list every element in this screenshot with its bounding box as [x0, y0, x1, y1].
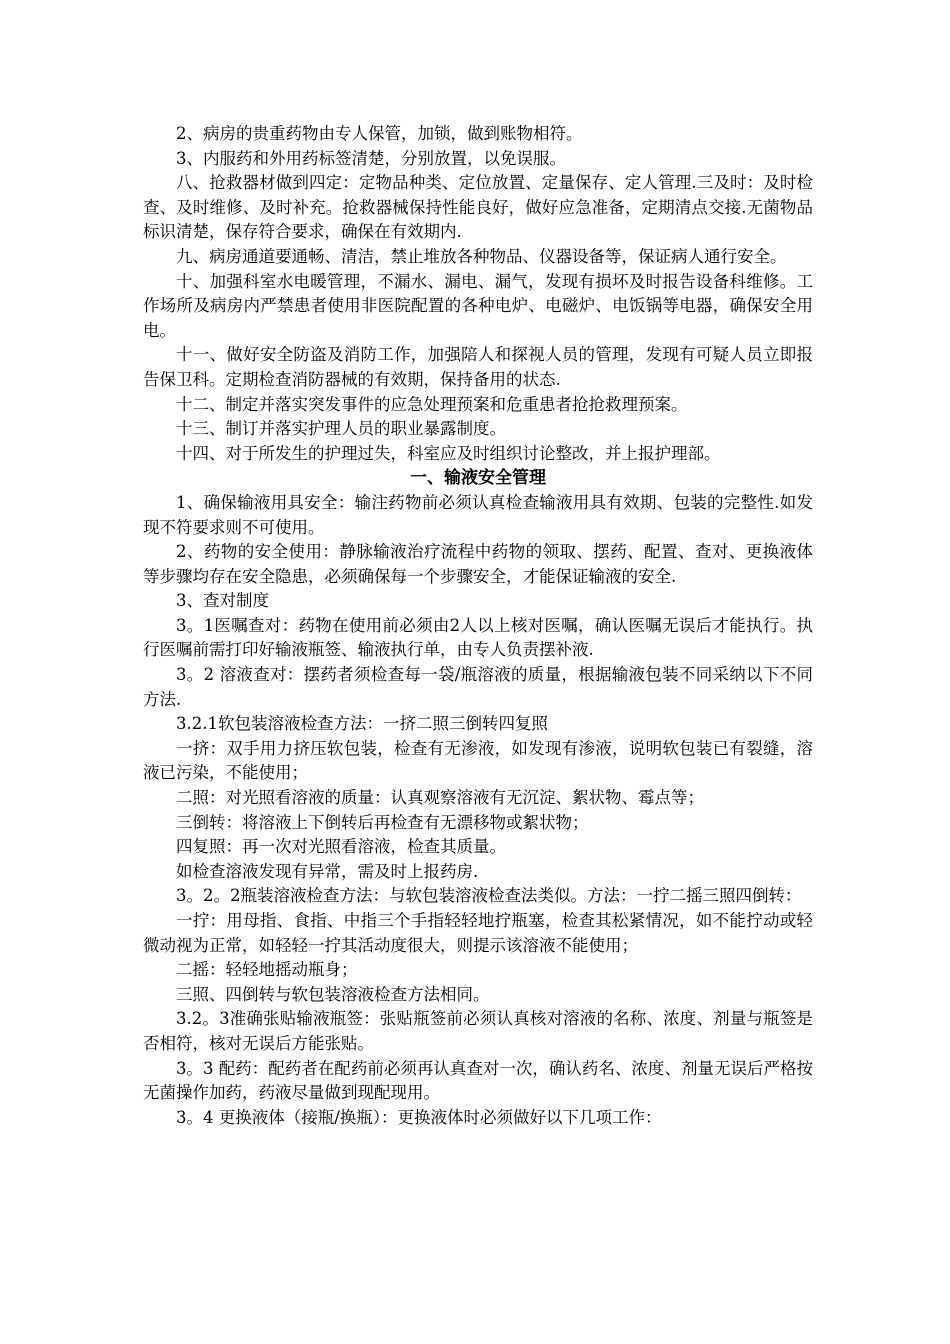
paragraph: 3。2。2瓶装溶液检查方法：与软包装溶液检查法类似。方法：一拧二摇三照四倒转： — [176, 886, 802, 906]
paragraph: 3。4 更换液体（接瓶/换瓶）：更换液体时必须做好以下几项工作： — [176, 1107, 662, 1127]
section-heading: 一、输液安全管理 — [410, 468, 546, 489]
paragraph: 2、病房的贵重药物由专人保管，加锁，做到账物相符。 — [176, 124, 583, 143]
paragraph: 3、内服药和外用药标签清楚，分别放置，以免误服。 — [176, 148, 566, 168]
paragraph: 3.2。3准确张贴输液瓶签：张贴瓶签前必须认真核对溶液的名称、浓度、剂量与瓶签是否相符，核对无误后方能张贴。 — [143, 1009, 813, 1053]
paragraph: 如检查溶液发现有异常，需及时上报药房. — [176, 861, 479, 881]
paragraph: 3.2.1软包装溶液检查方法：一挤二照三倒转四复照 — [176, 714, 548, 734]
paragraph: 十四、对于所发生的护理过失，科室应及时组织讨论整改，并上报护理部。 — [176, 443, 721, 463]
paragraph: 三照、四倒转与软包装溶液检查方法相同。 — [176, 984, 490, 1004]
paragraph: 一拧：用母指、食指、中指三个手指轻轻地拧瓶塞，检查其松紧情况，如不能拧动或轻微动视为正常，如轻轻一拧其活动度很大，则提示该溶液不能使用； — [143, 911, 813, 955]
paragraph: 3。2 溶液查对：摆药者须检查每一袋/瓶溶液的质量，根据输液包装不同采纳以下不同方法. — [143, 665, 813, 709]
paragraph: 3、查对制度 — [176, 591, 269, 611]
paragraph: 三倒转：将溶液上下倒转后再检查有无漂移物或絮状物； — [176, 812, 589, 832]
paragraph: 十三、制订并落实护理人员的职业暴露制度。 — [176, 419, 506, 439]
paragraph: 1、确保输液用具安全：输注药物前必须认真检查输液用具有效期、包装的完整性.如发现不符要求则不可使用。 — [143, 492, 813, 537]
paragraph: 十二、制定并落实突发事件的应急处理预案和危重患者抢抢救理预案。 — [176, 394, 688, 414]
paragraph: 3。1医嘱查对：药物在使用前必须由2人以上核对医嘱，确认医嘱无误后才能执行。执行医嘱前需打印好输液瓶签、输液执行单，由专人负责摆补液. — [143, 615, 813, 660]
paragraph: 八、抢救器材做到四定：定物品种类、定位放置、定量保存、定人管理.三及时：及时检查、及时维修、及时补充。抢救器械保持性能良好，做好应急准备，定期清点交接.无菌物品标识清楚，保存符合要求，确保在有效期内. — [143, 173, 813, 242]
paragraph: 九、病房通道要通畅、清洁，禁止堆放各种物品、仪器设备等，保证病人通行安全。 — [176, 246, 787, 266]
paragraph: 十、加强科室水电暖管理，不漏水、漏电、漏气，发现有损坏及时报告设备科维修。工作场所及病房内严禁患者使用非医院配置的各种电炉、电磁炉、电饭锅等电器，确保安全用电。 — [143, 271, 813, 340]
paragraph: 二照：对光照看溶液的质量：认真观察溶液有无沉淀、絮状物、霉点等； — [176, 788, 704, 808]
paragraph: 十一、做好安全防盗及消防工作，加强陪人和探视人员的管理，发现有可疑人员立即报告保卫科。定期检查消防器械的有效期，保持备用的状态. — [143, 345, 813, 389]
paragraph: 2、药物的安全使用：静脉输液治疗流程中药物的领取、摆药、配置、查对、更换液体等步骤均存在安全隐患，必须确保每一个步骤安全，才能保证输液的安全. — [143, 542, 813, 586]
paragraph: 3。3 配药：配药者在配药前必须再认真查对一次，确认药名、浓度、剂量无误后严格按无菌操作加药，药液尽量做到现配现用。 — [143, 1058, 813, 1103]
document-page — [143, 122, 813, 1130]
paragraph: 一挤：双手用力挤压软包装，检查有无渗液，如发现有渗液，说明软包装已有裂缝，溶液已污染，不能使用； — [143, 738, 813, 783]
paragraph: 二摇：轻轻地摇动瓶身； — [176, 960, 358, 980]
paragraph: 四复照：再一次对光照看溶液，检查其质量。 — [176, 837, 506, 857]
